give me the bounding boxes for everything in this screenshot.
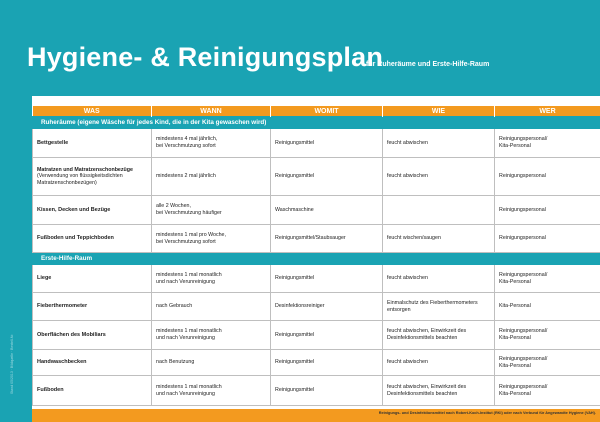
column-header-womit: WOMIT bbox=[271, 106, 383, 117]
cell-womit: Reinigungsmittel bbox=[271, 321, 383, 350]
cell-wer: Reinigungspersonal/ Kita-Personal bbox=[495, 265, 600, 293]
section-row-erste-hilfe bbox=[33, 253, 600, 265]
column-header-wie: WIE bbox=[383, 106, 495, 117]
cell-wann: mindestens 2 mal jährlich bbox=[152, 158, 271, 196]
cell-wann: mindestens 1 mal monatlich und nach Verunreinigung bbox=[152, 321, 271, 350]
hygiene-table bbox=[32, 106, 600, 406]
cell-wann: mindestens 1 mal monatlich und nach Verunreinigung bbox=[152, 265, 271, 293]
cell-wann: mindestens 4 mal jährlich, bei Verschmutzung sofort bbox=[152, 129, 271, 158]
cell-wann: mindestens 1 mal pro Woche, bei Verschmutzung sofort bbox=[152, 225, 271, 253]
page-title: Hygiene- & Reinigungsplan bbox=[27, 42, 384, 72]
cell-womit: Reinigungsmittel bbox=[271, 129, 383, 158]
side-imprint: Stand 05/2013 · Bildquelle · Bestell-Nr. bbox=[10, 333, 14, 394]
column-header-wer: WER bbox=[495, 106, 600, 117]
cell-womit: Desinfektionsreiniger bbox=[271, 293, 383, 321]
section-title: Erste-Hilfe-Raum bbox=[33, 253, 600, 265]
cell-wann: mindestens 1 mal monatlich und nach Verunreinigung bbox=[152, 376, 271, 406]
cell-wer: Reinigungspersonal/ Kita-Personal bbox=[495, 376, 600, 406]
cell-was: Fußboden bbox=[33, 376, 152, 406]
cell-wie: feucht wischen/saugen bbox=[383, 225, 495, 253]
cell-was: Fieberthermometer bbox=[33, 293, 152, 321]
cell-wann: nach Gebrauch bbox=[152, 293, 271, 321]
cell-wer: Reinigungspersonal/ Kita-Personal bbox=[495, 350, 600, 376]
cell-wie bbox=[383, 196, 495, 225]
cell-womit: Reinigungsmittel bbox=[271, 158, 383, 196]
cell-wie: Einmalschutz des Fieberthermometers entsorgen bbox=[383, 293, 495, 321]
cell-womit: Reinigungsmittel bbox=[271, 350, 383, 376]
cell-wie: feucht abwischen, Einwirkzeit des Desinfektionsmittels beachten bbox=[383, 376, 495, 406]
cell-wer: Reinigungspersonal/ Kita-Personal bbox=[495, 321, 600, 350]
cell-wer: Reinigungspersonal bbox=[495, 225, 600, 253]
table-row bbox=[33, 158, 600, 196]
footer-bar bbox=[32, 409, 600, 422]
cell-wie: feucht abwischen, Einwirkzeit des Desinfektionsmittels beachten bbox=[383, 321, 495, 350]
cell-wer: Reinigungspersonal bbox=[495, 196, 600, 225]
cell-was: Kissen, Decken und Bezüge bbox=[33, 196, 152, 225]
cell-wann: nach Benutzung bbox=[152, 350, 271, 376]
table-row bbox=[33, 129, 600, 158]
table-row bbox=[33, 225, 600, 253]
cell-wie: feucht abwischen bbox=[383, 350, 495, 376]
cell-wie: feucht abwischen bbox=[383, 265, 495, 293]
column-header-row bbox=[33, 106, 600, 117]
cell-wer: Reinigungspersonal bbox=[495, 158, 600, 196]
cell-wann: alle 2 Wochen, bei Verschmutzung häufiger bbox=[152, 196, 271, 225]
section-title: Ruheräume (eigene Wäsche für jedes Kind, die in der Kita gewaschen wird) bbox=[33, 117, 600, 129]
header-banner bbox=[0, 0, 600, 96]
cell-was: Handwaschbecken bbox=[33, 350, 152, 376]
page-subtitle: für Ruheräume und Erste-Hilfe-Raum bbox=[366, 61, 490, 68]
cell-wie: feucht abwischen bbox=[383, 158, 495, 196]
cell-womit: Waschmaschine bbox=[271, 196, 383, 225]
cell-wer: Reinigungspersonal/ Kita-Personal bbox=[495, 129, 600, 158]
cell-wer: Kita-Personal bbox=[495, 293, 600, 321]
cell-was: Liege bbox=[33, 265, 152, 293]
table-row bbox=[33, 293, 600, 321]
cell-womit: Reinigungsmittel bbox=[271, 265, 383, 293]
cell-was: Bettgestelle bbox=[33, 129, 152, 158]
cell-wie: feucht abwischen bbox=[383, 129, 495, 158]
cell-womit: Reinigungsmittel/Staubsauger bbox=[271, 225, 383, 253]
table-row bbox=[33, 350, 600, 376]
cell-was: Fußboden und Teppichboden bbox=[33, 225, 152, 253]
table-row bbox=[33, 196, 600, 225]
footer-note: Reinigungs- und Desinfektionsmittel nach Robert-Koch-Institut (RKI) oder nach Verbund für Angewandte Hygiene (VAH). bbox=[378, 411, 596, 415]
table-row bbox=[33, 321, 600, 350]
column-header-was: WAS bbox=[33, 106, 152, 117]
cell-was: Oberflächen des Mobiliars bbox=[33, 321, 152, 350]
column-header-wann: WANN bbox=[152, 106, 271, 117]
cell-womit: Reinigungsmittel bbox=[271, 376, 383, 406]
cell-was: Matratzen und Matratzenschonbezüge (Verwendung von flüssigkeitsdichten Matratzenschonbezügen) bbox=[33, 158, 152, 196]
table-row bbox=[33, 376, 600, 406]
section-row-ruheraeume bbox=[33, 117, 600, 129]
table-row bbox=[33, 265, 600, 293]
